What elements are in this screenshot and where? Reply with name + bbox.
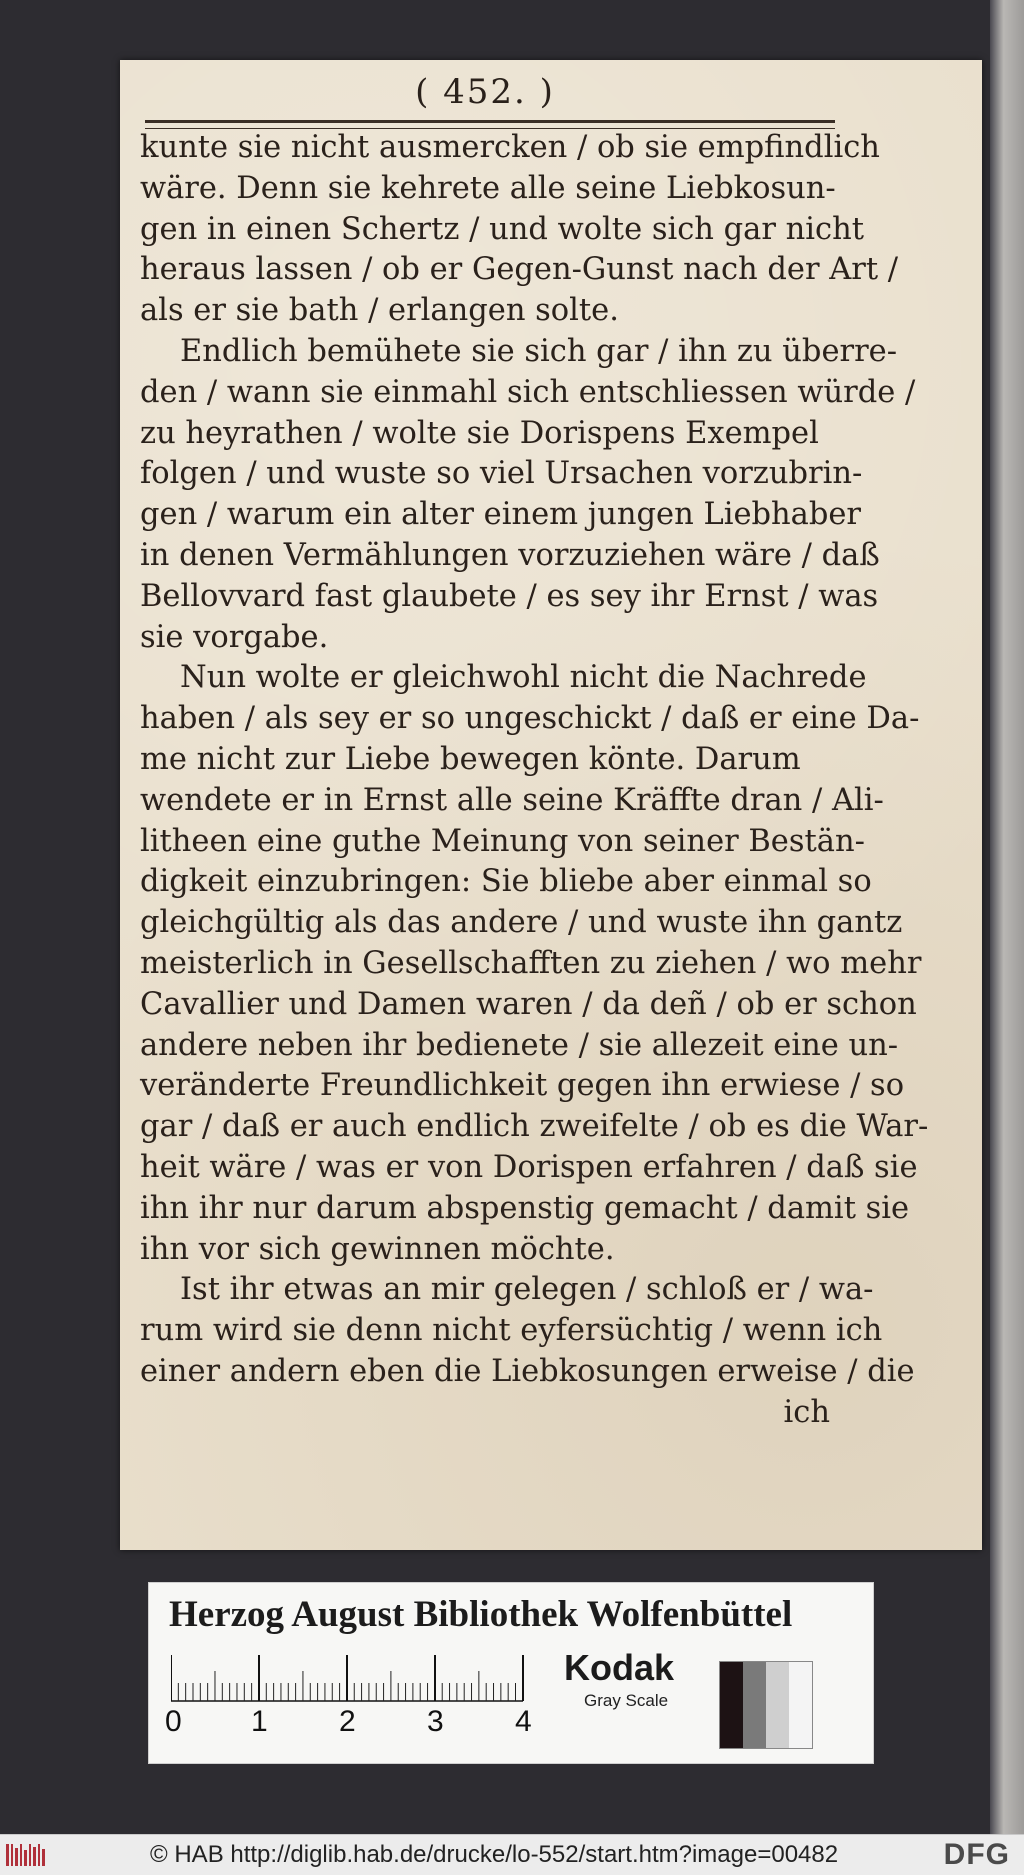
- kodak-logo: Kodak: [564, 1647, 675, 1688]
- text-line: andere neben ihr bedienete / sie allezeit eine un-: [140, 1027, 899, 1063]
- color-calibration-card: [148, 1582, 874, 1764]
- text-line: folgen / und wuste so viel Ursachen vorzubrin-: [140, 456, 863, 492]
- text-line: gen in einen Schertz / und wolte sich gar nicht: [140, 211, 865, 247]
- text-line: Ist ihr etwas an mir gelegen / schloß er / wa-: [180, 1272, 874, 1308]
- text-line: wendete er in Ernst alle seine Kräffte dran / Ali-: [140, 782, 884, 818]
- text-line: ihn vor sich gewinnen möchte.: [140, 1231, 615, 1267]
- text-line: Endlich bemühete sie sich gar / ihn zu überre-: [180, 333, 898, 369]
- gray-patch: [766, 1662, 789, 1748]
- ruler-label-2: 2: [339, 1705, 356, 1738]
- text-line: Bellovvard fast glaubete / es sey ihr Ernst / was: [140, 578, 879, 614]
- text-line: zu heyrathen / wolte sie Dorispens Exempel: [140, 415, 819, 451]
- text-line: ihn ihr nur darum abspenstig gemacht / damit sie: [140, 1190, 910, 1226]
- gray-patch: [789, 1662, 812, 1748]
- gray-scale-label: Gray Scale: [584, 1691, 669, 1710]
- text-line: litheen eine guthe Meinung von seiner Bestän-: [140, 823, 865, 859]
- text-line: Cavallier und Damen waren / da deñ / ob er schon: [140, 986, 917, 1022]
- gray-patch: [720, 1662, 743, 1748]
- viewer-footer: [0, 1834, 1024, 1875]
- text-line: heraus lassen / ob er Gegen-Gunst nach der Art /: [140, 252, 899, 288]
- text-line: sie vorgabe.: [140, 619, 329, 655]
- text-line: gen / warum ein alter einem jungen Liebhaber: [140, 497, 862, 533]
- text-line: gleichgültig als das andere / und wuste ihn gantz: [140, 905, 903, 941]
- text-line: veränderte Freundlichkeit gegen ihn erwiese / so: [140, 1068, 905, 1104]
- ruler-label-0: 0: [165, 1705, 182, 1738]
- page-number: ( 452. ): [415, 72, 555, 112]
- gray-patch: [743, 1662, 766, 1748]
- text-line: digkeit einzubringen: Sie bliebe aber einmal so: [140, 864, 872, 900]
- gray-patches: [719, 1661, 813, 1749]
- text-line: me nicht zur Liebe bewegen könte. Darum: [140, 741, 801, 777]
- text-line: rum wird sie denn nicht eyfersüchtig / wenn ich: [140, 1313, 883, 1349]
- ruler-label-4: 4: [515, 1705, 532, 1738]
- text-line: als er sie bath / erlangen solte.: [140, 293, 619, 329]
- ruler-label-3: 3: [427, 1705, 444, 1738]
- dfg-logo: DFG: [943, 1838, 1010, 1871]
- text-line: in denen Vermählungen vorzuziehen wäre / daß: [140, 537, 880, 573]
- text-line: heit wäre / was er von Dorispen erfahren / daß sie: [140, 1149, 918, 1185]
- text-line: Nun wolte er gleichwohl nicht die Nachrede: [180, 660, 867, 696]
- text-line: den / wann sie einmahl sich entschliessen würde /: [140, 374, 916, 410]
- text-line: haben / als sey er so ungeschickt / daß er eine Da-: [140, 701, 920, 737]
- library-name: Herzog August Bibliothek Wolfenbüttel: [169, 1594, 793, 1635]
- text-line: wäre. Denn sie kehrete alle seine Liebkosun-: [140, 170, 836, 206]
- ruler-ticks: [171, 1653, 561, 1703]
- source-url: © HAB http://diglib.hab.de/drucke/lo-552/start.htm?image=00482: [150, 1841, 839, 1868]
- text-line: meisterlich in Gesellschafften zu ziehen / wo mehr: [140, 945, 922, 981]
- body-text: [140, 128, 929, 1434]
- next-page-edge: [990, 0, 1024, 1834]
- catchword: ich: [783, 1394, 830, 1430]
- hab-barcode-icon: [6, 1844, 46, 1866]
- ruler-label-1: 1: [251, 1705, 268, 1738]
- scale-ruler: [165, 1653, 581, 1743]
- text-line: einer andern eben die Liebkosungen erweise / die: [140, 1353, 915, 1389]
- text-line: kunte sie nicht ausmercken / ob sie empfindlich: [140, 130, 880, 165]
- text-line: gar / daß er auch endlich zweifelte / ob es die War-: [140, 1109, 929, 1145]
